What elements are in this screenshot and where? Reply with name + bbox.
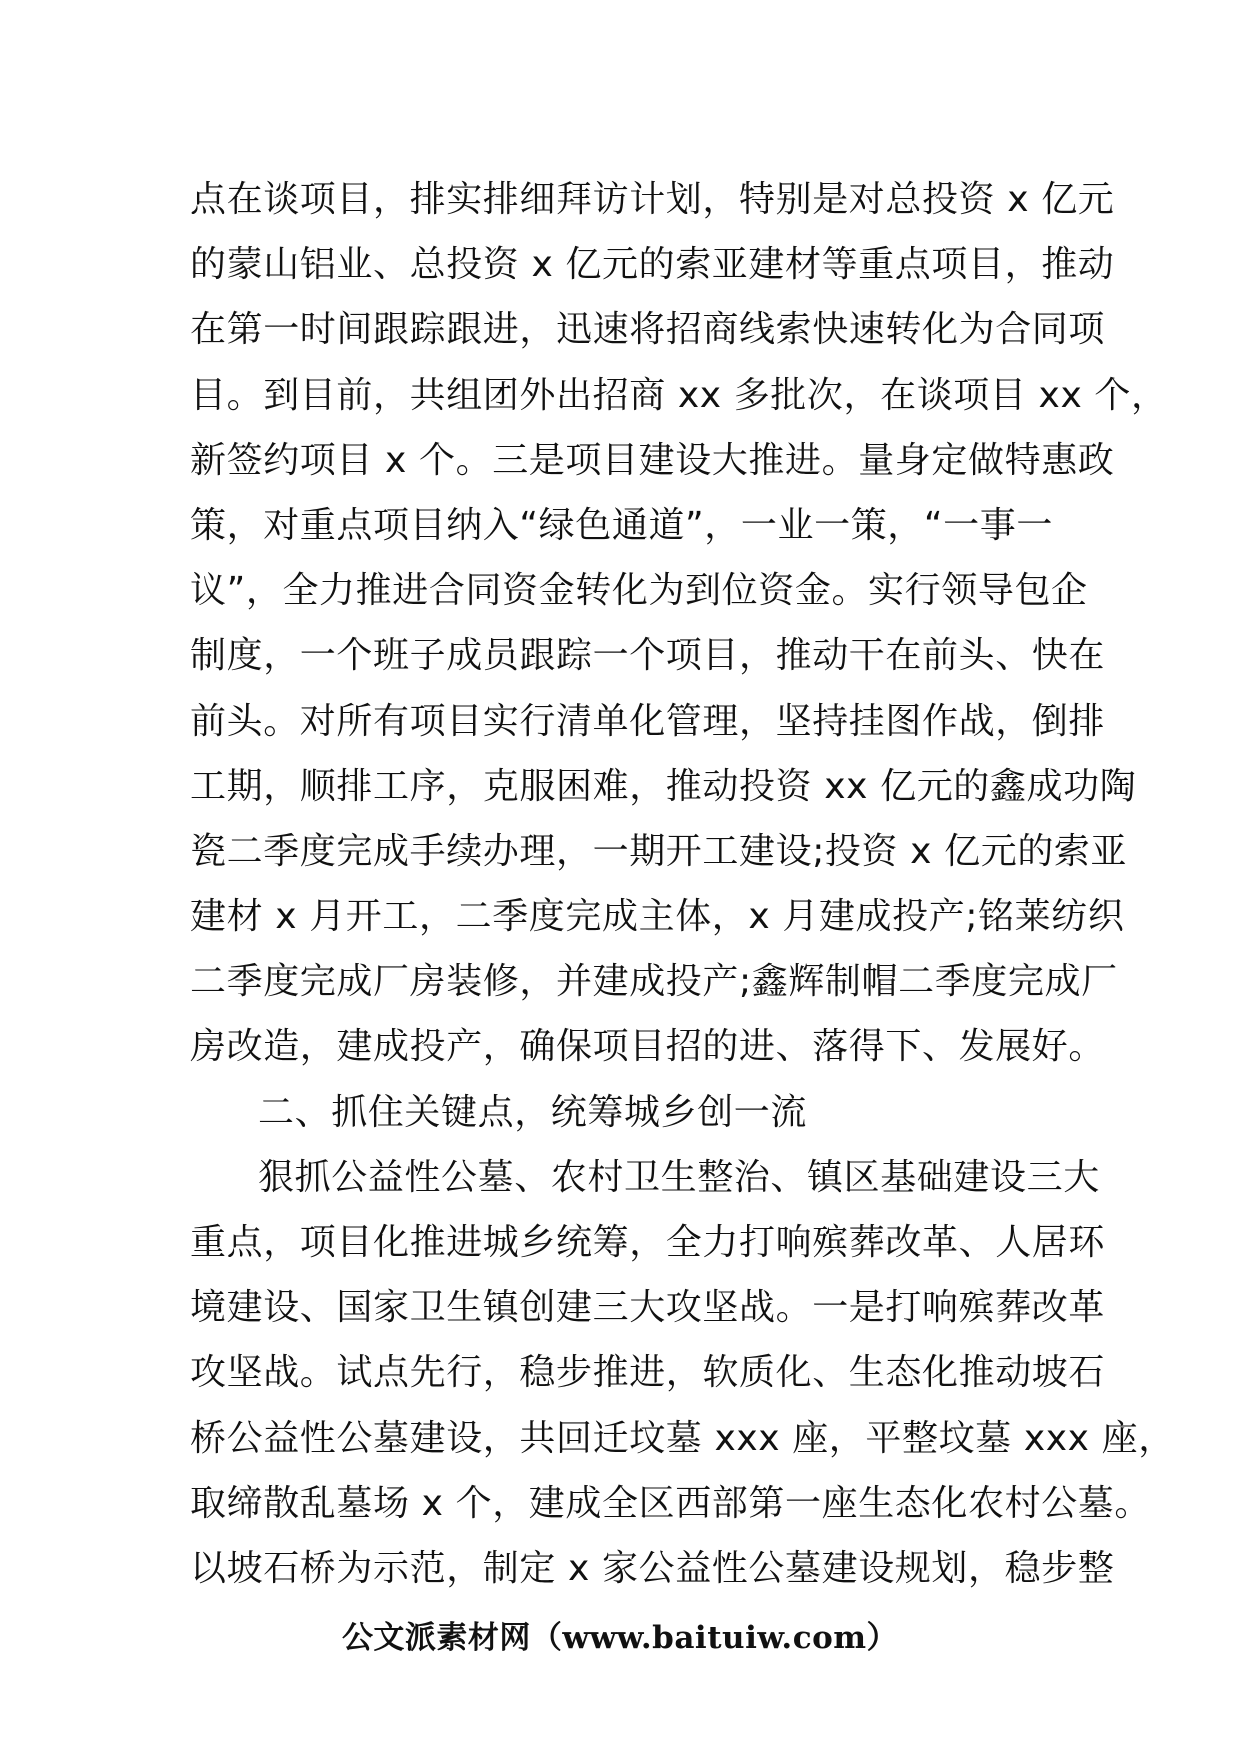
body-text: [190, 167, 1175, 1601]
text-line: 狠抓公益性公墓、农村卫生整治、镇区基础建设三大: [258, 1156, 1100, 1198]
text-line: 桥公益性公墓建设，共回迁坟墓 xxx 座，平整坟墓 xxx 座，: [190, 1417, 1175, 1459]
text-line: 点在谈项目，排实排细拜访计划，特别是对总投资 x 亿元: [190, 179, 1115, 220]
text-line: 新签约项目 x 个。三是项目建设大推进。量身定做特惠政: [190, 439, 1115, 481]
text-line: 目。到目前，共组团外出招商 xx 多批次，在谈项目 xx 个，: [190, 374, 1168, 416]
text-line: 建材 x 月开工，二季度完成主体，x 月建成投产;铭莱纺织: [190, 896, 1125, 938]
text-line: 二季度完成厂房装修，并建成投产;鑫辉制帽二季度完成厂: [190, 961, 1118, 1003]
text-line: 境建设、国家卫生镇创建三大攻坚战。一是打响殡葬改革: [190, 1287, 1106, 1329]
text-line: 重点，项目化推进城乡统筹，全力打响殡葬改革、人居环: [190, 1222, 1106, 1263]
text-line: 在第一时间跟踪跟进，迅速将招商线索快速转化为合同项: [190, 309, 1106, 351]
text-line: 制度，一个班子成员跟踪一个项目，推动干在前头、快在: [190, 635, 1106, 677]
text-line: 策，对重点项目纳入“绿色通道”，一业一策，“一事一: [190, 504, 1053, 546]
text-line: 瓷二季度完成手续办理，一期开工建设;投资 x 亿元的索亚: [190, 830, 1128, 872]
text-line: 攻坚战。试点先行，稳步推进，软质化、生态化推动坡石: [190, 1352, 1106, 1394]
section-heading: 二、抓住关键点，统筹城乡创一流: [258, 1091, 808, 1133]
text-line: 的蒙山铝业、总投资 x 亿元的索亚建材等重点项目，推动: [190, 244, 1115, 286]
page-footer: 公文派素材网（www.baituiw.com）: [341, 1620, 899, 1656]
text-line: 以坡石桥为示范，制定 x 家公益性公墓建设规划，稳步整: [190, 1547, 1115, 1589]
text-line: 工期，顺排工序，克服困难，推动投资 xx 亿元的鑫成功陶: [190, 765, 1137, 807]
text-line: 房改造，建成投产，确保项目招的进、落得下、发展好。: [190, 1026, 1106, 1068]
text-line: 前头。对所有项目实行清单化管理，坚持挂图作战，倒排: [190, 700, 1106, 742]
text-line: 议”，全力推进合同资金转化为到位资金。实行领导包企: [190, 570, 1088, 612]
text-line: 取缔散乱墓场 x 个，建成全区西部第一座生态化农村公墓。: [190, 1482, 1151, 1524]
